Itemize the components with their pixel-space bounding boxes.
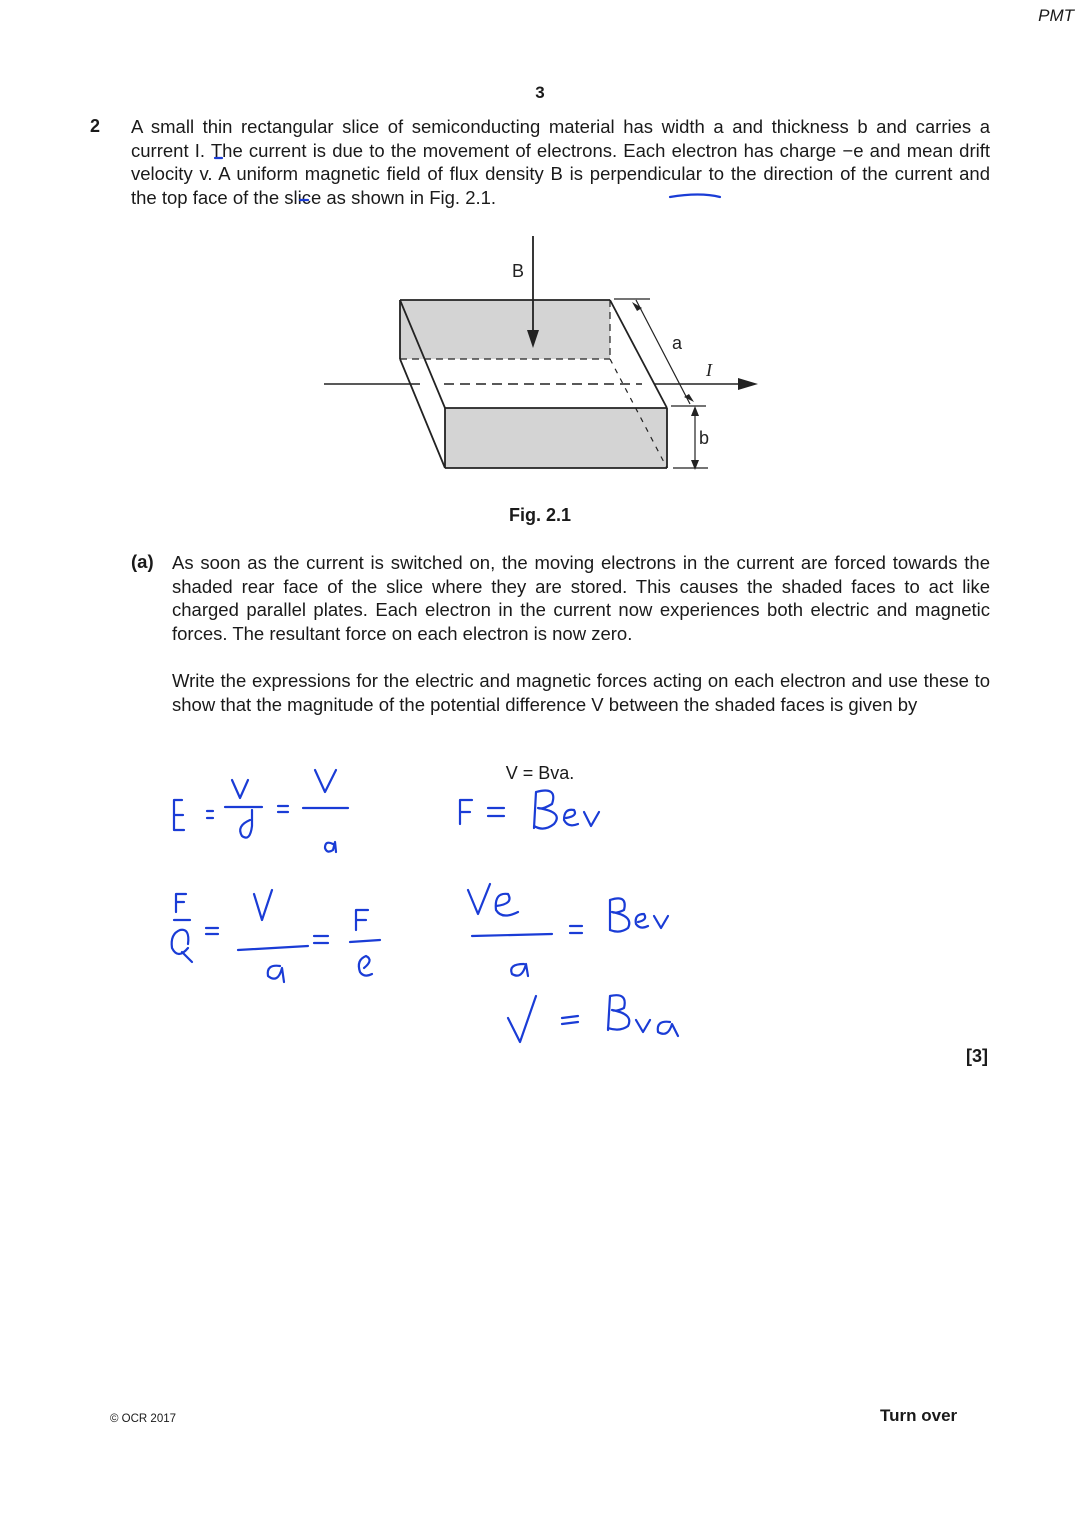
rear-face-shaded — [400, 300, 610, 359]
question-intro: A small thin rectangular slice of semiconducting material has width a and thickness b and carries a current I. The current is due to the movement of electrons. Each electron has charge −e and mean drift velocity v. A uniform magnetic field of flux density B is perpendicular to the direction of the current and the top face of the slice as shown in Fig. 2.1. — [131, 116, 990, 208]
question-number: 2 — [90, 116, 101, 136]
pmt-watermark: PMT — [1038, 6, 1074, 25]
handwritten-line-2-left — [172, 890, 380, 982]
label-thickness-b: b — [699, 428, 710, 448]
figure-caption: Fig. 2.1 — [508, 505, 571, 525]
target-formula: V = Bva. — [505, 763, 575, 783]
part-a-text: As soon as the current is switched on, the moving electrons in the current are forced towards the shaded rear face of the slice where they are stored. This causes the shaded faces to act like charged parallel plates. Each electron in the current now experiences both electric and magnetic forces. The resultant force on each electron is now zero. — [172, 552, 990, 644]
handwritten-line-1-left — [174, 770, 348, 852]
label-b-field: B — [512, 261, 525, 281]
figure-2-1-diagram — [318, 232, 778, 482]
front-face-shaded — [445, 408, 667, 468]
intro-underline-annotations — [200, 140, 740, 210]
handwritten-line-2-right — [468, 884, 668, 976]
page-number: 3 — [535, 83, 545, 102]
handwritten-line-3-right — [508, 995, 678, 1042]
marks-allocation: [3] — [966, 1046, 988, 1066]
turn-over-label: Turn over — [880, 1406, 958, 1425]
handwritten-line-1-right — [460, 791, 599, 829]
current-arrowhead — [738, 378, 758, 390]
label-width-a: a — [672, 333, 683, 353]
part-a-label: (a) — [131, 551, 154, 572]
handwritten-working — [150, 760, 730, 1060]
part-a-instruction: Write the expressions for the electric and magnetic forces acting on each electron and use these to show that the magnitude of the potential difference V between the shaded faces is given by — [172, 670, 990, 715]
label-current-i: I — [706, 360, 712, 380]
copyright-footer: © OCR 2017 — [110, 1413, 177, 1425]
